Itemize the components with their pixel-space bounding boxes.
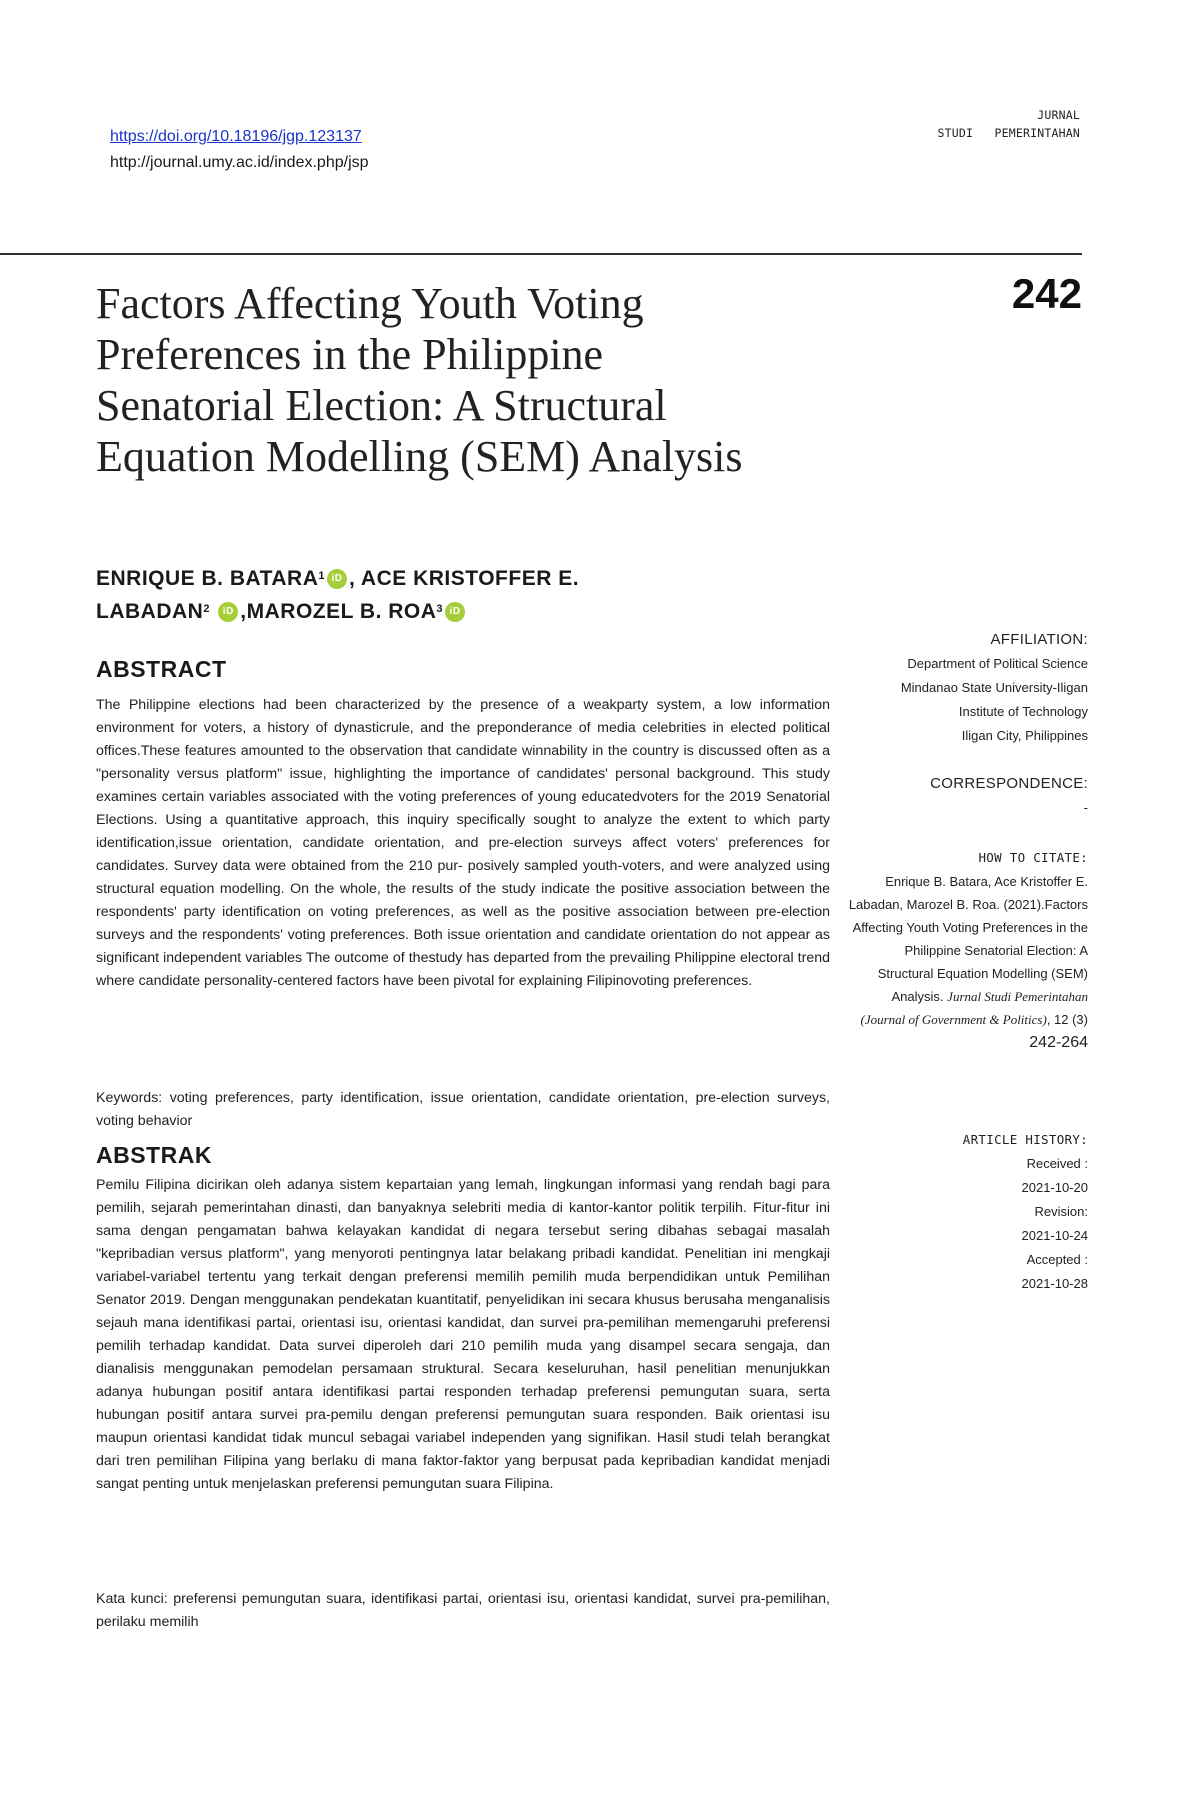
- orcid-icon[interactable]: iD: [445, 602, 465, 622]
- affiliation-line: Mindanao State University-Iligan: [900, 680, 1088, 695]
- abstrak-heading: ABSTRAK: [96, 1142, 212, 1168]
- affiliation-block: [848, 628, 1088, 748]
- page-number: 242: [1011, 270, 1082, 317]
- affiliation-line: Institute of Technology: [958, 704, 1088, 719]
- received-date: 2021-10-20: [1021, 1180, 1088, 1195]
- orcid-icon[interactable]: iD: [218, 602, 238, 622]
- accepted-label: Accepted :: [1026, 1252, 1088, 1267]
- author-1-sup: 1: [318, 570, 326, 582]
- abstract-heading: ABSTRACT: [96, 656, 227, 682]
- author-2-sup: 2: [203, 603, 210, 615]
- correspondence-block: [848, 772, 1088, 820]
- affiliation-line: Iligan City, Philippines: [961, 728, 1088, 743]
- header-divider: [0, 253, 1082, 255]
- citation-block: [848, 846, 1088, 1055]
- correspondence-label: CORRESPONDENCE:: [930, 775, 1088, 792]
- author-3-sup: 3: [436, 603, 444, 615]
- received-label: Received :: [1026, 1156, 1088, 1171]
- author-2-name-part1: , ACE KRISTOFFER E.: [349, 567, 580, 590]
- affiliation-line: Department of Political Science: [907, 656, 1088, 671]
- doi-link[interactable]: https://doi.org/10.18196/jgp.123137: [110, 128, 362, 145]
- citation-plain: Enrique B. Batara, Ace Kristoffer E. Labadan, Marozel B. Roa. (2021).Factors Affecting Youth Voting Preferences in the Philippine Senatorial Election: A Structural Equation Modelling (SEM) Analysis.: [848, 874, 1088, 1004]
- revision-date: 2021-10-24: [1021, 1228, 1088, 1243]
- citation-journal: Jurnal Studi Pemerintahan (Journal of Government & Politics): [860, 989, 1088, 1027]
- revision-label: Revision:: [1034, 1204, 1088, 1219]
- journal-name: [938, 106, 1080, 142]
- how-to-cite-label: HOW TO CITATE:: [978, 850, 1088, 865]
- abstract-text: The Philippine elections had been characterized by the presence of a weakparty system, a low information environment for voters, a history of dynasticrule, and the preponderance of media celebrities in elected political offices.These features amounted to the observation that candidate winnability in the country is discussed often as a "personality versus platform" issue, highlighting the importance of candidates' personal background. This study examines certain variables associated with the voting preferences of young educatedvoters for the 2019 Senatorial Elections. Using a quantitative approach, this inquiry specifically sought to analyze the extent to which party identification,issue orientation, candidate orientation, and pre-election surveys affect voters' preferences for candidates. Survey data were obtained from the 210 pur- posively sampled youth-voters, and were analyzed using structural equation modelling. On the whole, the results of the study indicate the positive association between the respondents' party identification on voting preferences, as well as the positive association between pre-election surveys and the respondents' voting preferences. Both issue orientation and candidate orientation do not appear as significant independent variables The outcome of thestudy has departed from the prevailing Philippine electoral trend where candidate personality-centered factors have been pivotal for explaining Filipinovoting preferences.: [96, 697, 830, 989]
- history-label: ARTICLE HISTORY:: [962, 1132, 1088, 1147]
- correspondence-value: -: [1083, 800, 1088, 815]
- affiliation-label: AFFILIATION:: [990, 631, 1088, 648]
- author-3-name: ,MAROZEL B. ROA: [240, 600, 437, 623]
- citation-text: [848, 870, 1088, 1031]
- header-links: [110, 124, 369, 176]
- journal-name-line2: STUDI PEMERINTAHAN: [937, 126, 1080, 140]
- author-2-name-part2: LABADAN: [96, 600, 204, 623]
- journal-url: http://journal.umy.ac.id/index.php/jsp: [110, 154, 369, 171]
- orcid-icon[interactable]: iD: [327, 569, 347, 589]
- abstrak-keywords: Kata kunci: preferensi pemungutan suara, identifikasi partai, orientasi isu, orientasi kandidat, survei pra-pemilihan, perilaku memilih: [96, 1591, 830, 1630]
- citation-pages: 242-264: [1029, 1034, 1088, 1051]
- journal-name-line1: JURNAL: [1037, 108, 1080, 122]
- article-history: [848, 1128, 1088, 1296]
- author-list: [96, 562, 696, 628]
- author-1-name: ENRIQUE B. BATARA: [96, 567, 319, 590]
- abstrak-text: Pemilu Filipina dicirikan oleh adanya sistem kepartaian yang lemah, lingkungan informasi yang rendah bagi para pemilih, sejarah pemerintahan dinasti, dan banyaknya selebriti media di kantor-kantor politik terpilih. Fitur-fitur ini sama dengan pengamatan bahwa kelayakan kandidat di negara tersebut sering dibahas sebagai masalah "kepribadian versus platform", yang menyoroti pentingnya latar belakang pribadi kandidat. Penelitian ini mengkaji variabel-variabel tertentu yang terkait dengan preferensi memilih pemilih muda berpendidikan untuk Pemilihan Senator 2019. Dengan menggunakan pendekatan kuantitatif, penyelidikan ini secara khusus berusaha menganalisis sejauh mana identifikasi partai, orientasi isu, orientasi kandidat, dan survei pra-pemilihan memengaruhi preferensi pemilih terhadap kandidat. Data survei diperoleh dari 210 pemilih muda yang disampel secara sengaja, dan dianalisis menggunakan pemodelan persamaan struktural. Secara keseluruhan, hasil penelitian menunjukkan adanya hubungan positif antara identifikasi partai responden terhadap preferensi pemungutan suara, serta hubungan positif antara survei pra-pemilu dengan preferensi pemungutan suara responden. Baik orientasi isu maupun orientasi kandidat tidak muncul sebagai variabel independen yang signifikan. Hasil studi telah berangkat dari tren pemilihan Filipina yang berlaku di mana faktor-faktor yang berpusat pada kepribadian kandidat menjadi sangat penting untuk menjelaskan preferensi pemungutan suara Filipina.: [96, 1177, 830, 1492]
- paper-title: Factors Affecting Youth Voting Preferences in the Philippine Senatorial Election: A Structural Equation Modelling (SEM) Analysis: [96, 279, 743, 481]
- citation-volume: , 12 (3): [1046, 1012, 1088, 1027]
- accepted-date: 2021-10-28: [1021, 1276, 1088, 1291]
- abstract-keywords: Keywords: voting preferences, party identification, issue orientation, candidate orientation, pre-election surveys, voting behavior: [96, 1090, 830, 1129]
